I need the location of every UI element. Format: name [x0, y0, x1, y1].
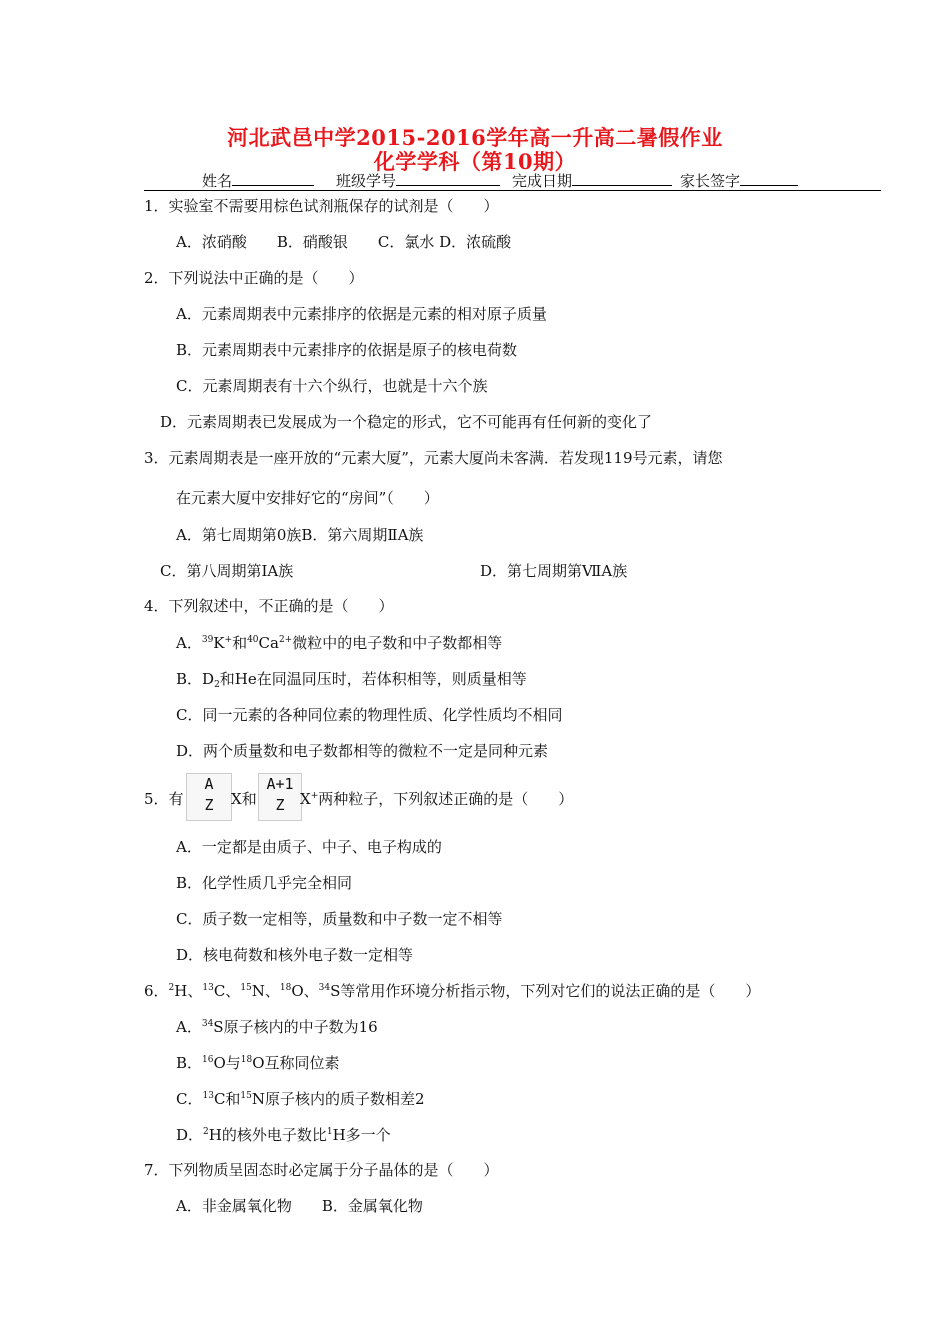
date-field[interactable]: 完成日期	[512, 170, 572, 191]
q4-stem: 4．下列叙述中，不正确的是（ ）	[144, 597, 394, 615]
q5-stem-rest: X+两种粒子，下列叙述正确的是（ ）	[300, 790, 574, 808]
parent-sign-field[interactable]: 家长签字	[680, 170, 740, 191]
q4-option-c: C．同一元素的各种同位素的物理性质、化学性质均不相同	[176, 706, 563, 724]
nuclide-symbol-a1-z: A+1 Z	[258, 773, 302, 821]
q2-option-a: A．元素周期表中元素排序的依据是元素的相对原子质量	[176, 305, 547, 323]
class-no-field[interactable]: 班级学号	[336, 170, 396, 191]
q3-option-d: D．第七周期第ⅦA族	[480, 562, 628, 580]
q6-option-d: D．$^2$H的核外电子数比$^1$H多一个	[176, 1126, 391, 1144]
q7-stem: 7．下列物质呈固态时必定属于分子晶体的是（ ）	[144, 1161, 499, 1179]
q4-option-a: A．$^{39}$K+和$^{40}Ca^{2+}$微粒中的电子数和中子数都相等	[176, 634, 503, 652]
q3-stem: 3．元素周期表是一座开放的“元素大厦”，元素大厦尚未客满．若发现119号元素，请您	[144, 449, 723, 467]
q2-stem: 2．下列说法中正确的是（ ）	[144, 269, 364, 287]
q7-options: A．非金属氧化物 B．金属氧化物	[176, 1197, 423, 1215]
q2-option-c: C．元素周期表有十六个纵行，也就是十六个族	[176, 377, 488, 395]
title-line-2: 化学学科（第10期）	[373, 149, 577, 174]
q5-option-c: C．质子数一定相等，质量数和中子数一定不相等	[176, 910, 503, 928]
q6-stem: 6．$^2$H、$^{13}$C、$^{15}$N、$^{18}$O、$^{34}$S等常用作环境分析指示物，下列对它们的说法正确的是（ ）	[144, 982, 761, 1000]
q3-option-ab: A．第七周期第0族B．第六周期ⅡA族	[176, 526, 424, 544]
q6-option-a: A．$^{34}$S原子核内的中子数为16	[176, 1018, 378, 1036]
q3-stem-cont: 在元素大厦中安排好它的“房间”（ ）	[176, 489, 439, 507]
student-info-line	[144, 170, 881, 191]
q5-option-b: B．化学性质几乎完全相同	[176, 874, 353, 892]
nuclide-symbol-a-z: A Z	[186, 773, 232, 821]
q5-symbol-x: X和	[231, 790, 257, 808]
q6-option-c: C．$^{13}$C和$^{15}$N原子核内的质子数相差2	[176, 1090, 425, 1108]
q5-stem-prefix: 5．有	[144, 790, 184, 808]
title-line-1: 河北武邑中学2015-2016学年高一升高二暑假作业	[227, 125, 723, 150]
q2-option-b: B．元素周期表中元素排序的依据是原子的核电荷数	[176, 341, 518, 359]
q3-option-c: C．第八周期第ⅠA族	[160, 562, 294, 580]
q4-option-b: B．$D_2$和He在同温同压时，若体积相等，则质量相等	[176, 670, 527, 690]
name-field[interactable]: 姓名	[202, 170, 232, 191]
q1-stem: 1．实验室不需要用棕色试剂瓶保存的试剂是（ ）	[144, 197, 499, 215]
q5-option-d: D．核电荷数和核外电子数一定相等	[176, 946, 414, 964]
q2-option-d: D．元素周期表已发展成为一个稳定的形式，它不可能再有任何新的变化了	[160, 413, 653, 431]
q4-option-d: D．两个质量数和电子数都相等的微粒不一定是同种元素	[176, 742, 549, 760]
q1-options: A．浓硝酸 B．硝酸银 C．氯水 D．浓硫酸	[176, 233, 512, 251]
q6-option-b: B．$^{16}$O与$^{18}$O互称同位素	[176, 1054, 340, 1072]
q5-option-a: A．一定都是由质子、中子、电子构成的	[176, 838, 442, 856]
